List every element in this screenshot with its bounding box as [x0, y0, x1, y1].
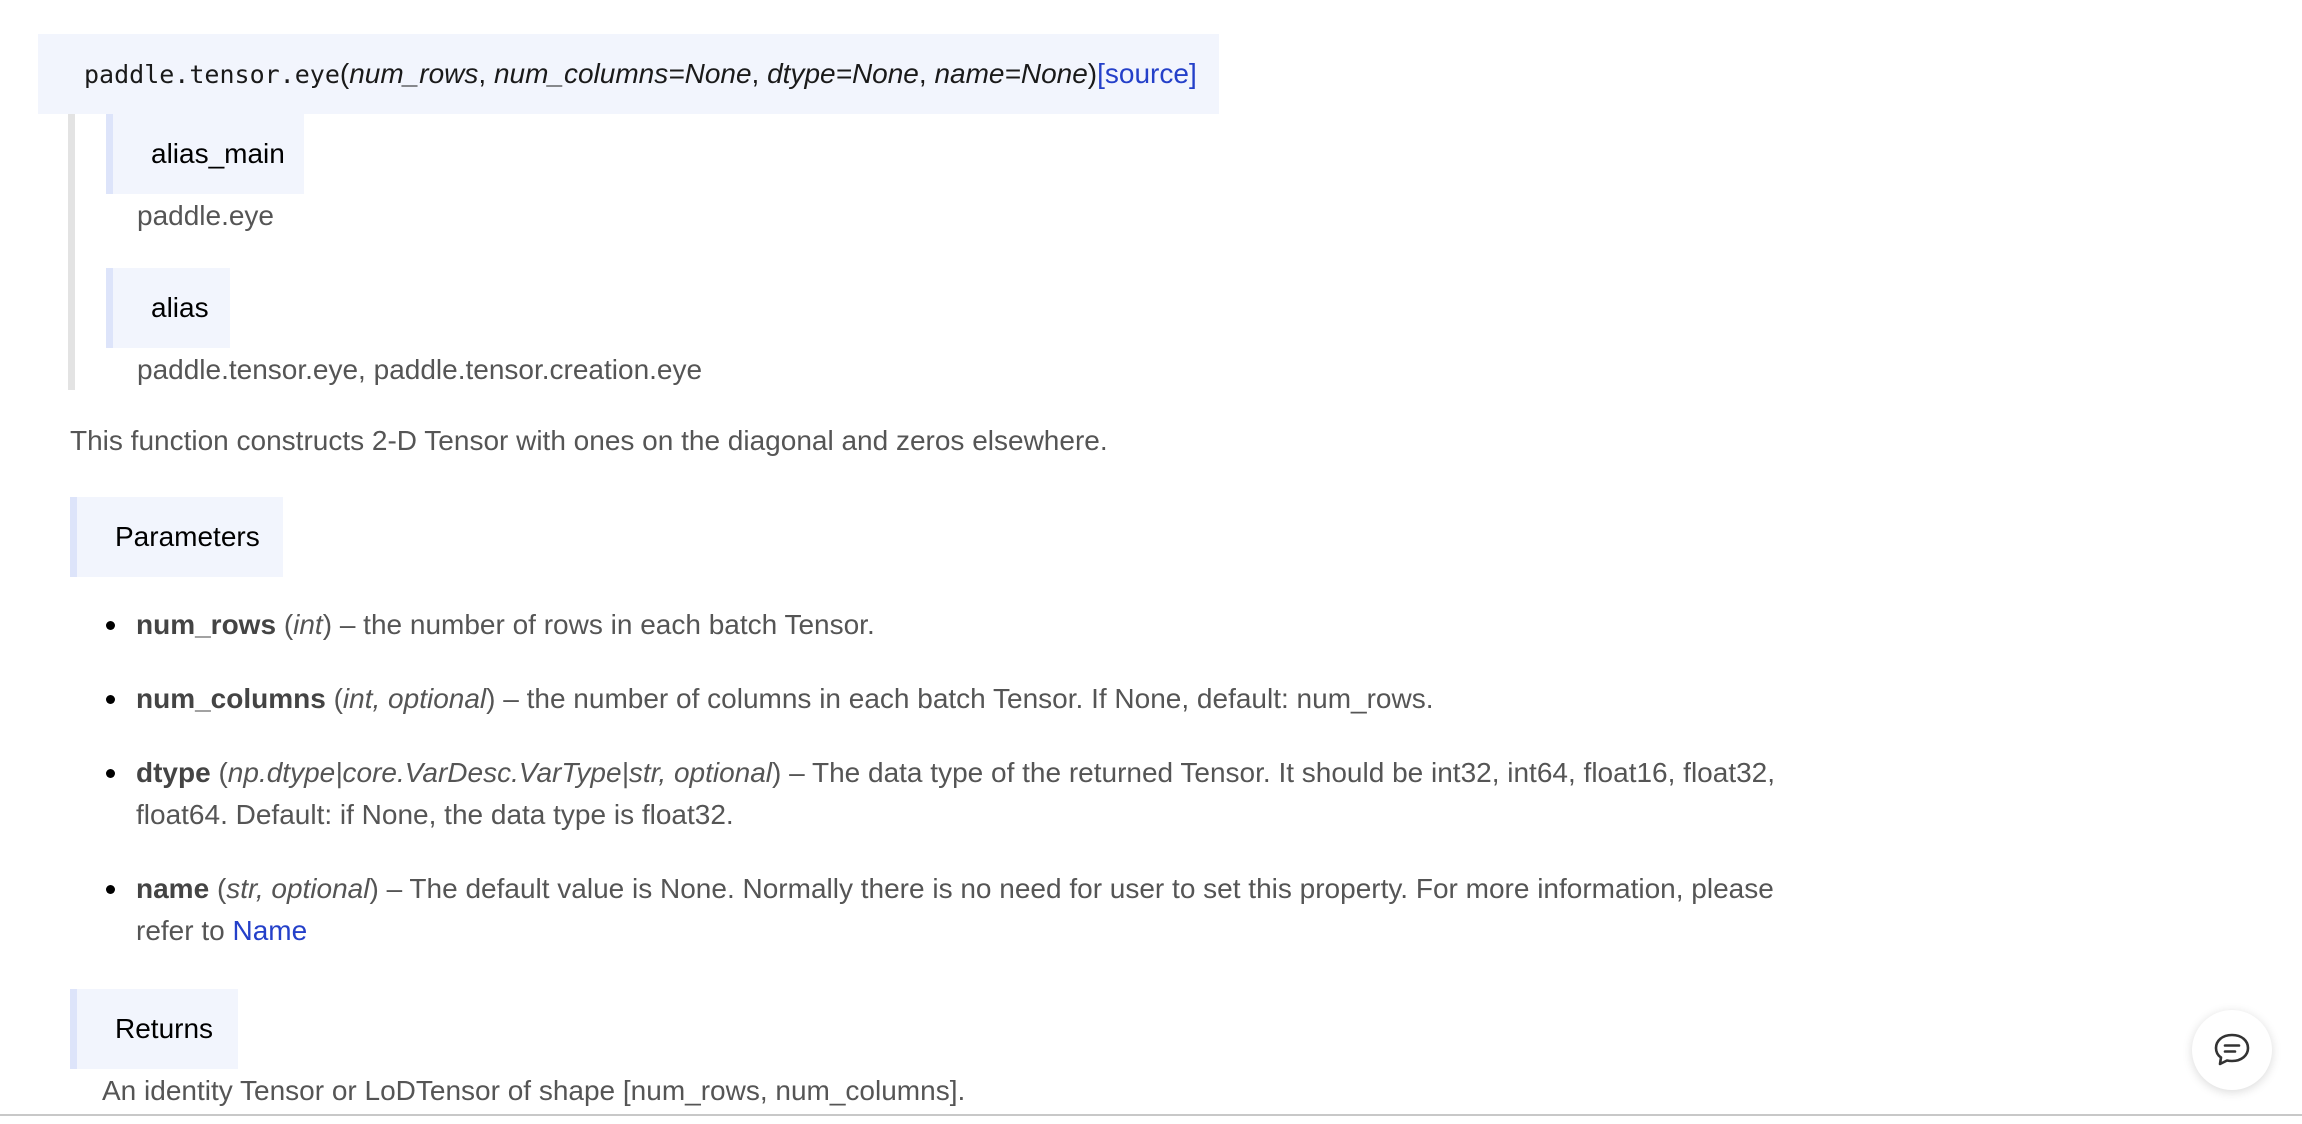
- chat-bubble-icon-svg: [2212, 1030, 2252, 1070]
- signature-param: num_rows: [349, 58, 479, 89]
- paren: (: [333, 683, 343, 714]
- bullet-icon: [106, 621, 115, 630]
- parameter-name: dtype: [136, 757, 211, 788]
- parameter-type: np.dtype|core.VarDesc.VarType|str, optional: [227, 757, 773, 788]
- returns-title-text: Returns: [115, 1013, 214, 1044]
- parameter-item: [70, 678, 1790, 720]
- signature-param: dtype=None: [767, 58, 919, 89]
- chat-bubble-icon[interactable]: [2192, 1010, 2272, 1090]
- parameter-item: [70, 752, 1790, 836]
- source-link[interactable]: [source]: [1097, 58, 1197, 89]
- function-description: This function constructs 2-D Tensor with ones on the diagonal and zeros elsewhere.: [70, 425, 1108, 456]
- signature-open-paren: (: [339, 58, 350, 89]
- parameters-title: [70, 497, 283, 577]
- parameter-name: name: [136, 873, 210, 904]
- alias-main-value: paddle.eye: [137, 200, 275, 231]
- signature-separator: ,: [478, 58, 494, 89]
- paren: (: [283, 609, 294, 640]
- paren: ): [369, 873, 379, 904]
- bullet-icon: [106, 885, 115, 894]
- function-signature: [38, 34, 1219, 114]
- signature-param: name=None: [934, 58, 1088, 89]
- parameter-description: – the number of columns in each batch Tensor. If None, default: num_rows.: [495, 683, 1434, 714]
- parameter-description: – The default value is None. Normally there is no need for user to set this property. For more information, please refer to: [136, 873, 1774, 946]
- parameter-item: [70, 868, 1790, 952]
- bullet-icon: [106, 695, 115, 704]
- parameter-name: num_columns: [136, 683, 326, 714]
- alias-block-rule: [68, 114, 75, 390]
- parameter-type: int, optional: [342, 683, 487, 714]
- signature-function-name: eye: [294, 59, 340, 89]
- paren: (: [216, 873, 227, 904]
- parameter-description: – The data type of the returned Tensor. It should be int32, int64, float16, float32, float64. Default: if None, the data type is float32.: [136, 757, 1776, 830]
- bullet-icon: [106, 769, 115, 778]
- parameter-description: – the number of rows in each batch Tensor.: [332, 609, 875, 640]
- paren: ): [486, 683, 496, 714]
- alias-title: [106, 268, 230, 348]
- returns-value: An identity Tensor or LoDTensor of shape [num_rows, num_columns].: [102, 1075, 966, 1106]
- returns-title: [70, 989, 238, 1069]
- alias-main-title: [106, 114, 304, 194]
- alias-main-title-text: alias_main: [151, 138, 285, 169]
- parameters-title-text: Parameters: [115, 521, 260, 552]
- parameter-type: str, optional: [226, 873, 370, 904]
- bottom-divider: [0, 1114, 2302, 1116]
- signature-module: paddle.tensor.: [84, 59, 295, 89]
- alias-title-text: alias: [151, 292, 209, 323]
- parameter-type: int: [293, 609, 323, 640]
- paren: ): [322, 609, 333, 640]
- alias-value: paddle.tensor.eye, paddle.tensor.creation.eye: [137, 354, 703, 385]
- parameter-name: num_rows: [136, 609, 277, 640]
- signature-close-paren: ): [1087, 58, 1098, 89]
- paren: (: [218, 757, 228, 788]
- parameters-list: [70, 604, 1790, 984]
- signature-separator: ,: [751, 58, 768, 89]
- name-doc-link[interactable]: Name: [232, 915, 308, 946]
- signature-param: num_columns=None: [493, 58, 752, 89]
- parameter-item: [70, 604, 1790, 646]
- paren: ): [772, 757, 782, 788]
- signature-separator: ,: [918, 58, 935, 89]
